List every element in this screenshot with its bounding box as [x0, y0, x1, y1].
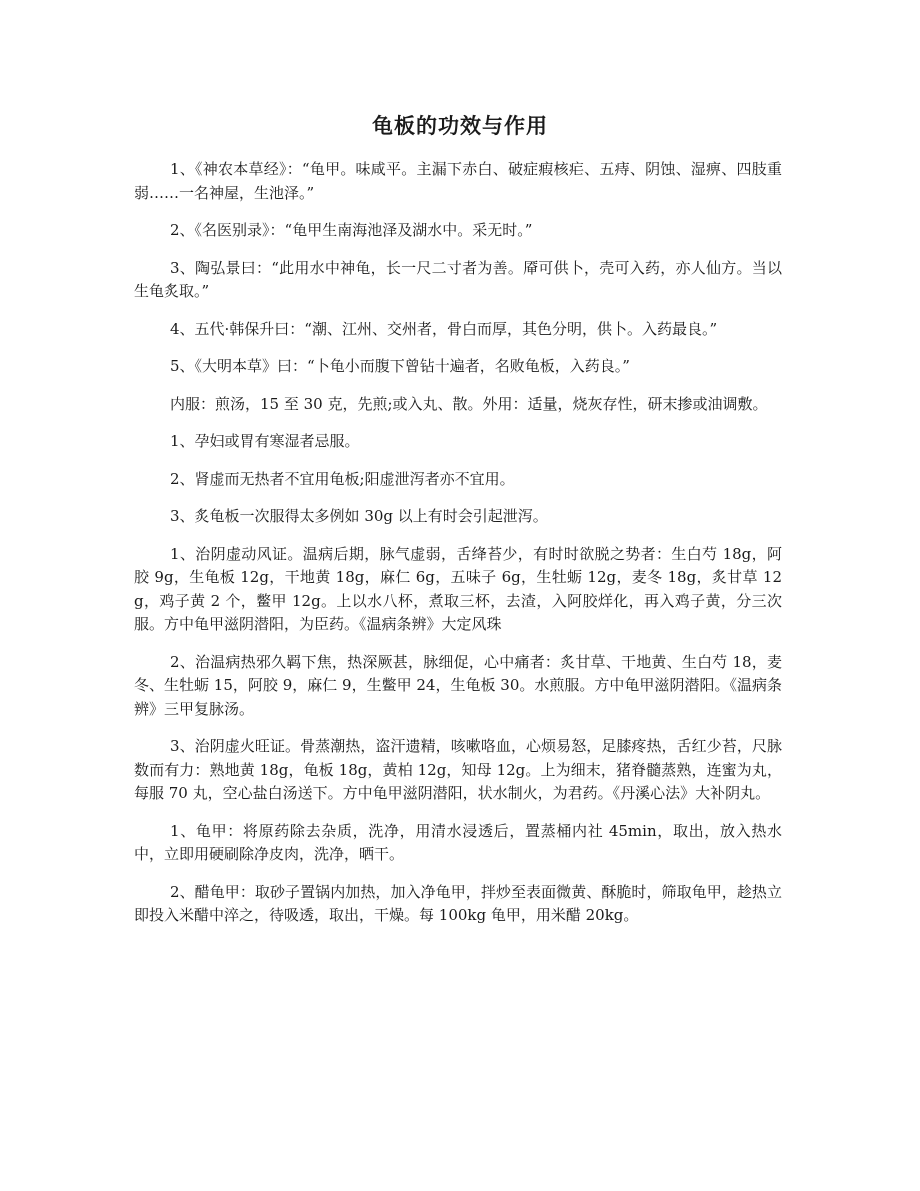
document-body: [134, 158, 782, 942]
paragraph-processing-2: 2、醋龟甲：取砂子置锅内加热，加入净龟甲，拌炒至表面微黄、酥脆时，筛取龟甲，趁热立即投入米醋中淬之，待吸透，取出，干燥。每 100kg 龟甲，用米醋 20kg。: [134, 882, 782, 924]
paragraph-formula-3: 3、治阴虚火旺证。骨蒸潮热，盗汗遗精，咳嗽咯血，心烦易怒，足膝疼热，舌红少苔，尺脉数而有力：熟地黄 18g，龟板 18g，黄柏 12g，知母 12g。上为细末，猪脊髓蒸熟，连蜜为丸，每服 70 丸，空心盐白汤送下。方中龟甲滋阴潜阳，状水制火，为君药。《丹溪心法》大补阴丸。: [134, 737, 782, 802]
paragraph-classic-tao: 3、陶弘景曰：“此用水中神龟，长一尺二寸者为善。厣可供卜，壳可入药，亦人仙方。当以生龟炙取。”: [134, 258, 782, 300]
page-title: 龟板的功效与作用: [372, 114, 548, 138]
paragraph-caution-2: 2、肾虚而无热者不宜用龟板;阳虚泄泻者亦不宜用。: [170, 469, 515, 488]
paragraph-classic-daming: 5、《大明本草》曰：“卜龟小而腹下曾钻十遍者，名败龟板，入药良。”: [170, 357, 630, 375]
paragraph-formula-1: 1、治阴虚动风证。温病后期，脉气虚弱，舌绛苔少，有时时欲脱之势者：生白芍 18g，阿胶 9g，生龟板 12g，干地黄 18g，麻仁 6g，五味子 6g，生牡蛎 12g，麦冬 18g，炙甘草 12g，鸡子黄 2 个，鳖甲 12g。上以水八杯，煮取三杯，去渣，入阿胶烊化，再入鸡子黄，分三次服。方中龟甲滋阴潜阳，为臣药。《温病条辨》大定风珠: [134, 544, 782, 633]
paragraph-classic-shennong: 1、《神农本草经》：“龟甲。味咸平。主漏下赤白、破症瘕核疟、五痔、阴蚀、湿痹、四肢重弱……一名神屋，生池泽。”: [134, 160, 782, 202]
paragraph-caution-3: 3、炙龟板一次服得太多例如 30g 以上有时会引起泄泻。: [170, 507, 548, 525]
paragraph-caution-1: 1、孕妇或胃有寒湿者忌服。: [170, 432, 360, 450]
paragraph-processing-1: 1、龟甲：将原药除去杂质，洗净，用清水浸透后，置蒸桶内社 45min，取出，放入热水中，立即用硬刷除净皮肉，洗净，晒干。: [134, 821, 782, 863]
paragraph-dosage: 内服：煎汤，15 至 30 克，先煎;或入丸、散。外用：适量，烧灰存性，研末掺或油调敷。: [170, 394, 768, 413]
paragraph-formula-2: 2、治温病热邪久羁下焦，热深厥甚，脉细促，心中痛者：炙甘草、干地黄、生白芍 18，麦冬、生牡蛎 15，阿胶 9，麻仁 9，生鳖甲 24，生龟板 30。水煎服。方中龟甲滋阴潜阳。《温病条辨》三甲复脉汤。: [134, 652, 782, 718]
paragraph-classic-mingyi: 2、《名医别录》：“龟甲生南海池泽及湖水中。采无时。”: [170, 221, 533, 239]
paragraph-classic-han: 4、五代·韩保升曰：“潮、江州、交州者，骨白而厚，其色分明，供卜。入药最良。”: [170, 319, 718, 338]
